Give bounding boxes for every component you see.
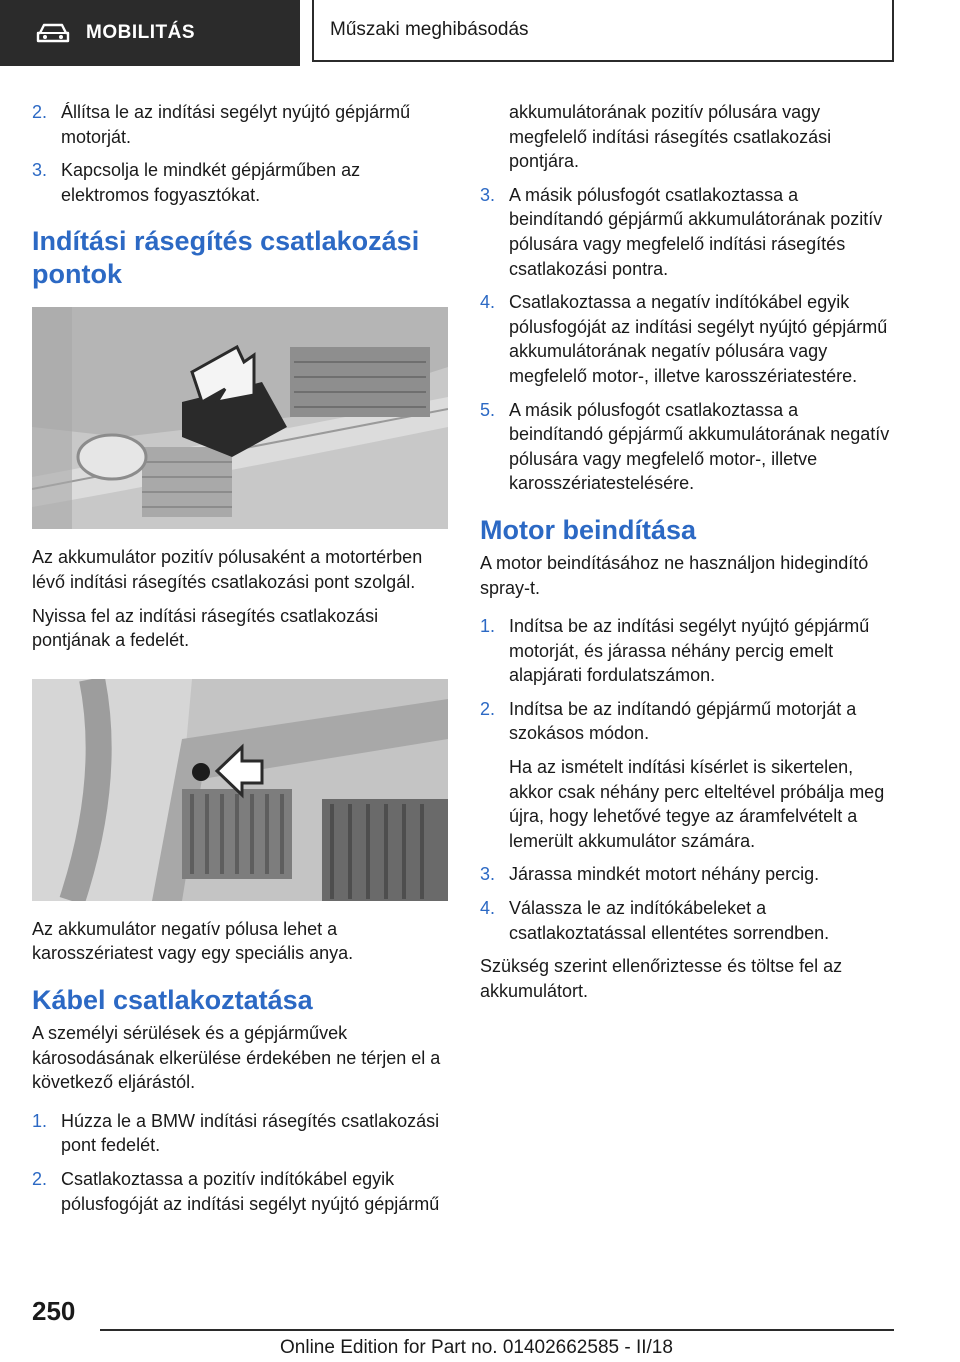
engine-bay-negative-terminal-image — [32, 679, 448, 901]
engine-bay-positive-terminal-image — [32, 307, 448, 529]
step-text: Indítsa be az indítandó gépjármű motorját a szokásos módon. — [509, 698, 857, 744]
paragraph: A motor beindításához ne használjon hidegindító spray-t. — [480, 552, 869, 598]
step-number: 1. — [32, 1110, 48, 1131]
paragraph: Az akkumulátor negatív pólusa lehet a karosszériatest vagy egy speciális anya. — [32, 918, 354, 964]
list-item — [480, 697, 896, 746]
subsection-label: Műszaki meghibásodás — [330, 19, 529, 40]
subsection-tab[interactable] — [312, 0, 894, 62]
page-number: 250 — [32, 1296, 76, 1326]
list-item — [480, 862, 896, 887]
section-heading: Indítási rásegítés csatlakozási pontok — [32, 226, 420, 290]
edition-text: Online Edition for Part no. 01402662585 - II/18 — [280, 1337, 673, 1358]
step-note: Ha az ismételt indítási kísérlet is sikertelen, akkor csak néhány perc elteltével próbálja meg újra, hogy lehetővé tegye az áramfelvételt a lemerült akkumulátor számára. — [509, 757, 885, 851]
section-heading: Kábel csatlakoztatása — [32, 984, 313, 1015]
step-text: Húzza le a BMW indítási rásegítés csatlakozási pont fedelét. — [61, 1110, 440, 1156]
step-number: 5. — [480, 399, 496, 420]
step-text: Csatlakoztassa a pozitív indítókábel egyik pólusfogóját az indítási segélyt nyújtó gépjármű — [61, 1168, 440, 1214]
step-text: A másik pólusfogót csatlakoztassa a beindítandó gépjármű akkumulátorának pozitív pólusára vagy megfelelő indítási rásegítés csatlakozási pontra. — [509, 184, 883, 279]
list-item — [480, 290, 896, 388]
step-number: 4. — [480, 898, 496, 919]
step-number: 3. — [32, 160, 48, 181]
step-text: Járassa mindkét motort néhány percig. — [509, 864, 820, 885]
car-icon — [36, 22, 70, 44]
list-item — [32, 1167, 448, 1216]
step-text: A másik pólusfogót csatlakoztassa a beindítandó gépjármű akkumulátorának negatív pólusára vagy megfelelő motor-, illetve karosszériatestelésére. — [509, 399, 890, 494]
list-item — [480, 896, 896, 945]
section-heading: Motor beindítása — [480, 514, 697, 545]
step-text: Állítsa le az indítási segélyt nyújtó gépjármű motorját. — [61, 102, 411, 147]
list-item — [480, 398, 896, 496]
list-item — [32, 158, 448, 207]
left-column — [32, 100, 448, 1225]
footer-divider — [100, 1329, 894, 1331]
paragraph: A személyi sérülések és a gépjárművek károsodásának elkerülése érdekében ne térjen el a következő eljárástól. — [32, 1022, 441, 1093]
section-label: MOBILITÁS — [86, 22, 195, 43]
step-number: 2. — [32, 102, 48, 122]
paragraph: Nyissa fel az indítási rásegítés csatlakozási pontjának a fedelét. — [32, 605, 379, 651]
paragraph: Szükség szerint ellenőriztesse és töltse fel az akkumulátort. — [480, 956, 843, 1001]
list-item — [480, 614, 896, 688]
right-column — [480, 100, 896, 1012]
step-continuation: akkumulátorának pozitív pólusára vagy megfelelő indítási rásegítés csatlakozási pontjára. — [509, 102, 832, 172]
step-number: 4. — [480, 292, 496, 313]
list-item — [32, 1109, 448, 1158]
step-number: 2. — [32, 1168, 48, 1189]
step-number: 1. — [480, 616, 496, 637]
page-header — [0, 0, 960, 66]
list-item — [480, 183, 896, 281]
step-text: Válassza le az indítókábeleket a csatlakoztatással ellentétes sorrendben. — [509, 898, 830, 943]
list-item — [32, 100, 448, 149]
step-number: 2. — [480, 698, 496, 719]
step-number: 3. — [480, 864, 496, 885]
step-text: Indítsa be az indítási segélyt nyújtó gépjármű motorját, és járassa néhány percig emelt alapjárati fordulatszámon. — [509, 616, 870, 686]
step-text: Kapcsolja le mindkét gépjárműben az elektromos fogyasztókat. — [61, 160, 361, 205]
step-text: Csatlakoztassa a negatív indítókábel egyik pólusfogóját az indítási segélyt nyújtó gépjármű akkumulátorának negatív pólusára vagy megfelelő motor-, illetve karosszériatestére. — [509, 292, 888, 386]
paragraph: Az akkumulátor pozitív pólusaként a motortérben lévő indítási rásegítés csatlakozási pont szolgál. — [32, 547, 423, 592]
step-number: 3. — [480, 184, 496, 205]
section-tab[interactable] — [0, 0, 300, 66]
